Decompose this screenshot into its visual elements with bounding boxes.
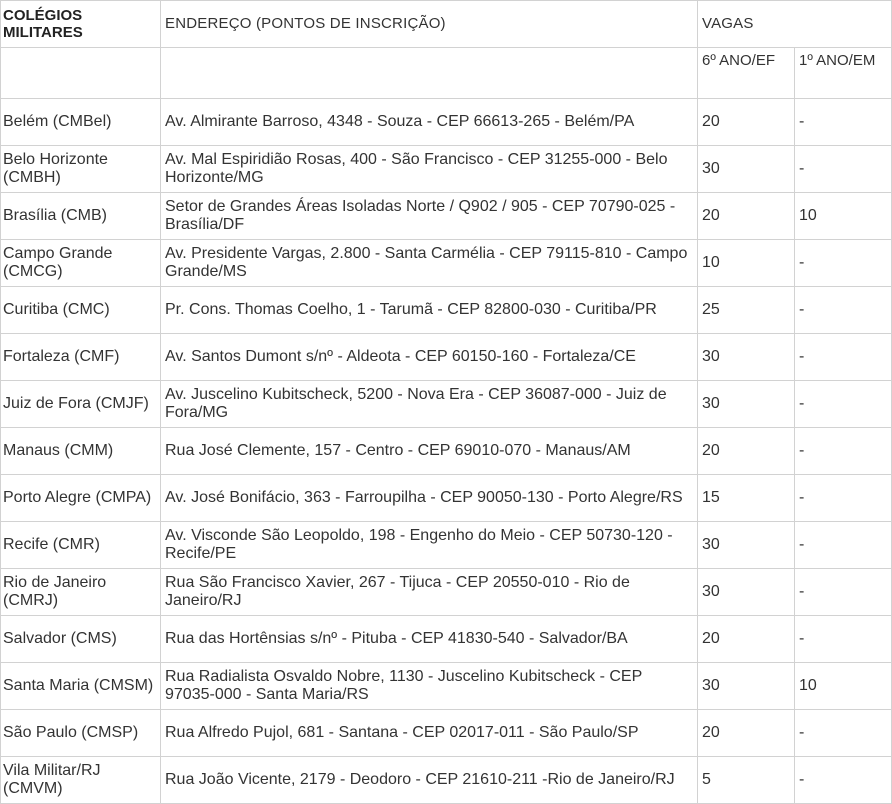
subheader-row xyxy=(1,48,892,99)
vagas-1ano-cell: - xyxy=(795,287,892,334)
table-row xyxy=(1,240,892,287)
vagas-1ano-cell: - xyxy=(795,616,892,663)
school-cell: Rio de Janeiro (CMRJ) xyxy=(1,569,161,616)
school-cell: Recife (CMR) xyxy=(1,522,161,569)
school-cell: Campo Grande (CMCG) xyxy=(1,240,161,287)
table-row xyxy=(1,757,892,804)
address-cell: Av. Almirante Barroso, 4348 - Souza - CEP 66613-265 - Belém/PA xyxy=(161,99,698,146)
school-cell: Belo Horizonte (CMBH) xyxy=(1,146,161,193)
vagas-6ano-cell: 10 xyxy=(698,240,795,287)
vagas-1ano-cell: - xyxy=(795,146,892,193)
school-cell: Belém (CMBel) xyxy=(1,99,161,146)
vagas-6ano-cell: 5 xyxy=(698,757,795,804)
table-row xyxy=(1,287,892,334)
vagas-6ano-cell: 20 xyxy=(698,616,795,663)
vagas-1ano-cell: - xyxy=(795,381,892,428)
school-cell: Salvador (CMS) xyxy=(1,616,161,663)
vagas-1ano-cell: - xyxy=(795,475,892,522)
vagas-1ano-cell: - xyxy=(795,522,892,569)
vagas-6ano-cell: 20 xyxy=(698,710,795,757)
table-row xyxy=(1,99,892,146)
vagas-6ano-cell: 30 xyxy=(698,146,795,193)
vagas-1ano-cell: - xyxy=(795,757,892,804)
table-row xyxy=(1,663,892,710)
vagas-1ano-cell: - xyxy=(795,99,892,146)
table-row xyxy=(1,522,892,569)
address-cell: Av. Mal Espiridião Rosas, 400 - São Francisco - CEP 31255-000 - Belo Horizonte/MG xyxy=(161,146,698,193)
address-cell: Av. Visconde São Leopoldo, 198 - Engenho do Meio - CEP 50730-120 - Recife/PE xyxy=(161,522,698,569)
table-row xyxy=(1,616,892,663)
school-cell: Curitiba (CMC) xyxy=(1,287,161,334)
vagas-6ano-cell: 25 xyxy=(698,287,795,334)
vagas-1ano-cell: 10 xyxy=(795,663,892,710)
subheader-1ano: 1º ANO/EM xyxy=(795,48,892,99)
table-row xyxy=(1,334,892,381)
table-row xyxy=(1,146,892,193)
address-cell: Rua João Vicente, 2179 - Deodoro - CEP 21610-211 -Rio de Janeiro/RJ xyxy=(161,757,698,804)
address-cell: Pr. Cons. Thomas Coelho, 1 - Tarumã - CEP 82800-030 - Curitiba/PR xyxy=(161,287,698,334)
header-school: COLÉGIOS MILITARES xyxy=(1,1,161,48)
table-row xyxy=(1,569,892,616)
vagas-1ano-cell: - xyxy=(795,240,892,287)
table-row xyxy=(1,428,892,475)
school-cell: Santa Maria (CMSM) xyxy=(1,663,161,710)
vagas-1ano-cell: - xyxy=(795,710,892,757)
address-cell: Av. Santos Dumont s/nº - Aldeota - CEP 60150-160 - Fortaleza/CE xyxy=(161,334,698,381)
vagas-6ano-cell: 20 xyxy=(698,99,795,146)
vagas-1ano-cell: - xyxy=(795,334,892,381)
address-cell: Rua São Francisco Xavier, 267 - Tijuca - CEP 20550-010 - Rio de Janeiro/RJ xyxy=(161,569,698,616)
address-cell: Rua Radialista Osvaldo Nobre, 1130 - Juscelino Kubitscheck - CEP 97035-000 - Santa Maria/RS xyxy=(161,663,698,710)
table-row xyxy=(1,193,892,240)
address-cell: Av. José Bonifácio, 363 - Farroupilha - CEP 90050-130 - Porto Alegre/RS xyxy=(161,475,698,522)
vagas-1ano-cell: 10 xyxy=(795,193,892,240)
vagas-6ano-cell: 15 xyxy=(698,475,795,522)
table-row xyxy=(1,475,892,522)
vagas-6ano-cell: 30 xyxy=(698,522,795,569)
school-cell: Juiz de Fora (CMJF) xyxy=(1,381,161,428)
address-cell: Av. Juscelino Kubitscheck, 5200 - Nova Era - CEP 36087-000 - Juiz de Fora/MG xyxy=(161,381,698,428)
vagas-1ano-cell: - xyxy=(795,569,892,616)
vagas-6ano-cell: 30 xyxy=(698,663,795,710)
address-cell: Av. Presidente Vargas, 2.800 - Santa Carmélia - CEP 79115-810 - Campo Grande/MS xyxy=(161,240,698,287)
vagas-6ano-cell: 20 xyxy=(698,428,795,475)
vagas-6ano-cell: 30 xyxy=(698,334,795,381)
subheader-empty-2 xyxy=(161,48,698,99)
address-cell: Setor de Grandes Áreas Isoladas Norte / Q902 / 905 - CEP 70790-025 - Brasília/DF xyxy=(161,193,698,240)
school-cell: Porto Alegre (CMPA) xyxy=(1,475,161,522)
table-row xyxy=(1,710,892,757)
address-cell: Rua Alfredo Pujol, 681 - Santana - CEP 02017-011 - São Paulo/SP xyxy=(161,710,698,757)
table-body xyxy=(1,1,892,804)
subheader-6ano: 6º ANO/EF xyxy=(698,48,795,99)
vagas-6ano-cell: 30 xyxy=(698,569,795,616)
address-cell: Rua José Clemente, 157 - Centro - CEP 69010-070 - Manaus/AM xyxy=(161,428,698,475)
address-cell: Rua das Hortênsias s/nº - Pituba - CEP 41830-540 - Salvador/BA xyxy=(161,616,698,663)
vagas-6ano-cell: 30 xyxy=(698,381,795,428)
subheader-empty-1 xyxy=(1,48,161,99)
header-row xyxy=(1,1,892,48)
vagas-1ano-cell: - xyxy=(795,428,892,475)
school-cell: Manaus (CMM) xyxy=(1,428,161,475)
header-vacancies: VAGAS xyxy=(698,1,892,48)
table-row xyxy=(1,381,892,428)
school-cell: Fortaleza (CMF) xyxy=(1,334,161,381)
school-cell: São Paulo (CMSP) xyxy=(1,710,161,757)
header-address: ENDEREÇO (PONTOS DE INSCRIÇÃO) xyxy=(161,1,698,48)
school-cell: Vila Militar/RJ (CMVM) xyxy=(1,757,161,804)
vagas-6ano-cell: 20 xyxy=(698,193,795,240)
school-cell: Brasília (CMB) xyxy=(1,193,161,240)
